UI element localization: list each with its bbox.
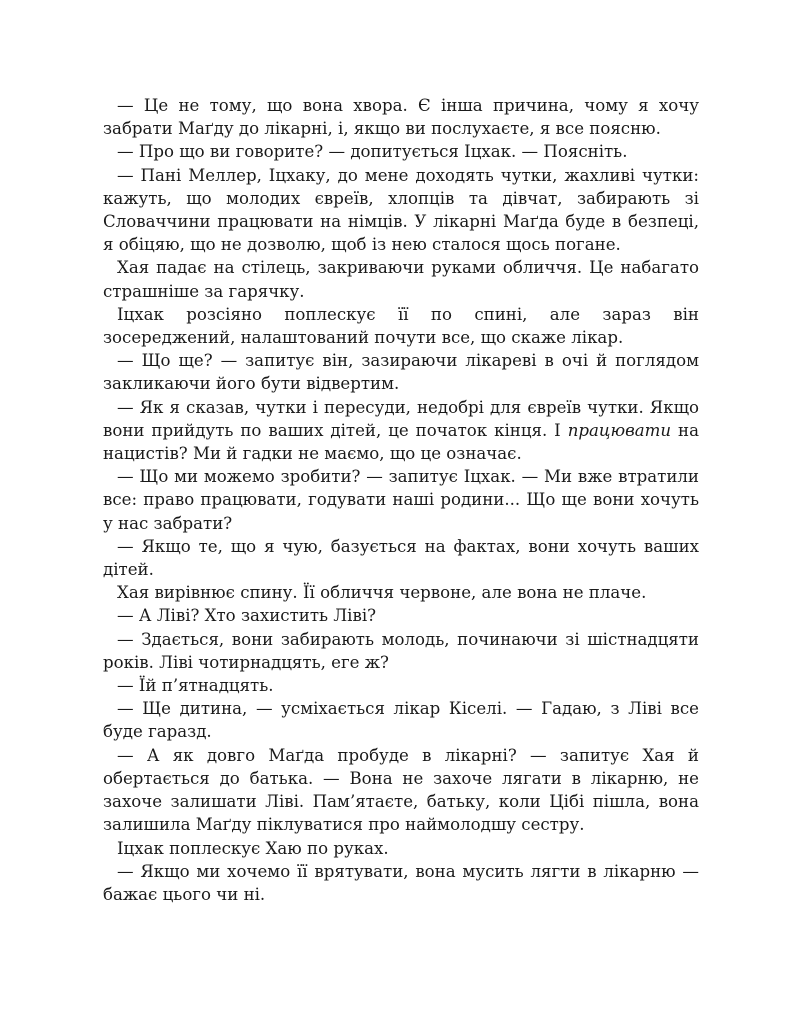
paragraph-10: Хая вирівнює спину. Її обличчя червоне, але вона не плаче. xyxy=(117,583,647,603)
paragraph-16: Іцхак поплескує Хаю по руках. xyxy=(117,838,389,858)
paragraph-7-end: на нацистів? Ми й гадки не маємо, що це означає. xyxy=(103,420,699,464)
paragraph-5: Іцхак розсіяно поплескує її по спині, але зараз він зосереджений, налаштований почути все, що скаже лікар. xyxy=(103,304,699,348)
page-text xyxy=(103,94,699,906)
paragraph-13: — Їй п’ятнадцять. xyxy=(117,676,274,696)
paragraph-6: — Що ще? — запитує він, зазираючи лікареві в очі й поглядом закликаючи його бути відвертим. xyxy=(103,351,699,394)
paragraph-7 xyxy=(103,396,699,466)
paragraph-8: — Що ми можемо зробити? — запитує Іцхак. — Ми вже втратили все: право працювати, годувати наші родини... Що ще вони хочуть у нас забрати? xyxy=(103,467,699,533)
paragraph-17: — Якщо ми хочемо її врятувати, вона мусить лягти в лікарню — бажає цього чи ні. xyxy=(103,861,699,904)
paragraph-15: — А як довго Маґда пробуде в лікарні? — запитує Хая й обертається до батька. — Вона не захоче лягати в лікарню, не захоче залишати Ліві. Пам’ятаєте, батьку, коли Цібі пішла, вона залишила Маґду піклуватися про наймолодшу сестру. xyxy=(103,745,699,835)
paragraph-4: Хая падає на стілець, закриваючи руками обличчя. Це набагато страшніше за гарячку. xyxy=(103,258,699,301)
paragraph-1: — Це не тому, що вона хвора. Є інша причина, чому я хочу забрати Маґду до лікарні, і, якщо ви послухаєте, я все поясню. xyxy=(103,96,699,139)
paragraph-7-start: — Як я сказав, чутки і пересуди, недобрі для євреїв чутки. Якщо вони прийдуть по ваших дітей, це початок кінця. І xyxy=(103,397,699,440)
paragraph-12: — Здається, вони забирають молодь, починаючи зі шістнадцяти років. Ліві чотирнадцять, еге ж? xyxy=(103,629,699,672)
paragraph-9: — Якщо те, що я чую, базується на фактах, вони хочуть ваших дітей. xyxy=(103,536,699,580)
paragraph-11: — А Ліві? Хто захистить Ліві? xyxy=(117,606,377,626)
paragraph-3: — Пані Меллер, Іцхаку, до мене доходять чутки, жахливі чутки: кажуть, що молодих євреїв, хлопців та дівчат, забирають зі Словаччини працювати на німців. У лікарні Маґда буде в безпеці, я обіцяю, що не дозволю, щоб із нею сталося щось погане. xyxy=(103,165,699,255)
paragraph-2: — Про що ви говорите? — допитується Іцхак. — Поясніть. xyxy=(117,142,628,162)
paragraph-14: — Ще дитина, — усміхається лікар Кіселі. — Гадаю, з Ліві все буде гаразд. xyxy=(103,699,699,742)
emphasis-word: працювати xyxy=(567,420,672,440)
